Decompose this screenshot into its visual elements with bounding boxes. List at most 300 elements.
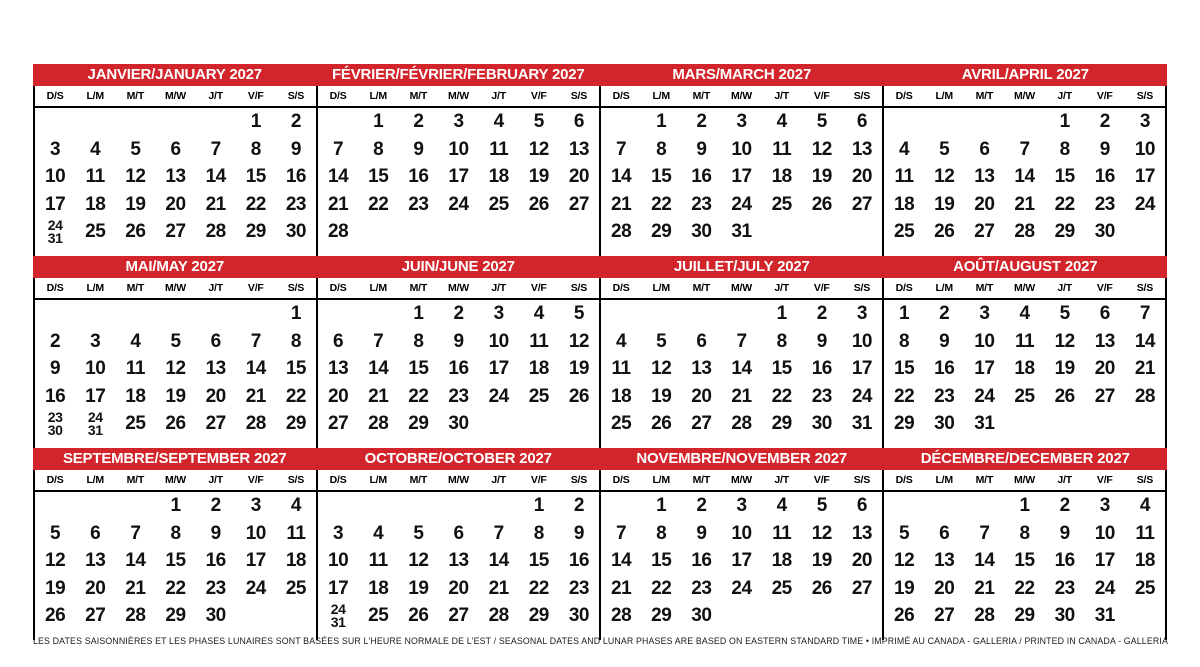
day-header-cell: J/T	[491, 474, 506, 486]
day-header-cell: D/S	[329, 90, 347, 102]
date-cell: 20	[974, 193, 995, 215]
date-cell: 15	[894, 358, 915, 379]
date-cell: 6	[333, 330, 344, 352]
date-cell: 1	[290, 303, 301, 324]
day-header-cell: S/S	[570, 474, 588, 486]
date-cell: 26	[651, 413, 672, 434]
day-header-cell: J/T	[208, 90, 223, 102]
week-row	[884, 602, 1165, 630]
date-cell: 22	[285, 385, 306, 407]
empty-cell	[398, 218, 438, 246]
date-cell: 29	[651, 605, 672, 626]
date-cell: 20	[1094, 358, 1115, 379]
date-cell: 7	[373, 330, 384, 352]
empty-cell	[842, 218, 882, 246]
date-cell: 21	[205, 193, 226, 215]
date-cell: 13	[448, 550, 469, 571]
week-row	[35, 383, 316, 411]
date-cell: 9	[453, 330, 464, 352]
date-cell: 3	[250, 495, 261, 516]
date-cell: 10	[731, 138, 752, 160]
date-cell: 11	[1014, 330, 1035, 352]
date-cell: 6	[573, 111, 584, 132]
week-row	[884, 218, 1165, 246]
day-header-cell: L/M	[652, 474, 670, 486]
date-cell: 12	[811, 138, 832, 160]
date-cell-line: 24	[330, 601, 346, 617]
empty-cell	[236, 300, 276, 328]
date-cell: 8	[533, 522, 544, 544]
date-cell: 4	[1139, 495, 1150, 516]
date-cell: 1	[373, 111, 384, 132]
date-cell: 9	[210, 522, 221, 544]
day-header-row	[35, 86, 316, 108]
date-cell: 5	[533, 111, 544, 132]
date-cell: 2	[696, 495, 707, 516]
date-cell: 5	[816, 495, 827, 516]
date-cell: 7	[333, 138, 344, 160]
week-row	[318, 383, 599, 411]
day-header-cell: M/W	[1014, 90, 1035, 102]
date-cell: 18	[1014, 358, 1035, 379]
date-cell: 20	[568, 166, 589, 187]
date-cell: 3	[979, 303, 990, 324]
empty-cell	[155, 108, 195, 136]
day-header-cell: S/S	[287, 90, 305, 102]
empty-cell	[358, 300, 398, 328]
month-title: AVRIL/APRIL 2027	[961, 66, 1089, 83]
date-cell: 16	[691, 166, 712, 187]
week-row	[318, 108, 599, 136]
date-cell: 17	[448, 166, 469, 187]
date-cell: 20	[448, 577, 469, 599]
date-cell: 11	[1135, 522, 1155, 544]
day-header-cell: V/F	[530, 282, 547, 294]
month-body	[33, 470, 318, 640]
empty-cell	[358, 492, 398, 520]
date-cell: 15	[651, 166, 672, 187]
day-header-cell: L/M	[369, 474, 387, 486]
date-cell: 25	[1134, 577, 1155, 599]
date-cell: 2	[1059, 495, 1070, 516]
date-cell: 16	[448, 358, 469, 379]
date-cell: 3	[1139, 111, 1150, 132]
date-cell: 31	[731, 221, 752, 242]
day-header-cell: L/M	[369, 90, 387, 102]
date-cell: 27	[691, 413, 712, 434]
day-header-cell: M/W	[731, 474, 752, 486]
date-cell: 22	[165, 577, 186, 599]
date-cell: 10	[328, 550, 349, 571]
date-cell: 6	[453, 522, 464, 544]
day-header-cell: D/S	[46, 474, 64, 486]
empty-cell	[196, 300, 236, 328]
week-row	[35, 520, 316, 548]
date-cell: 22	[1014, 577, 1035, 599]
date-cell: 16	[205, 550, 226, 571]
day-header-cell: L/M	[86, 282, 104, 294]
month-body	[601, 278, 884, 448]
date-cell: 12	[408, 550, 429, 571]
date-cell: 16	[1094, 166, 1115, 187]
date-cell: 21	[731, 385, 752, 407]
date-cell: 23	[448, 385, 469, 407]
date-cell: 5	[939, 138, 950, 160]
date-cell: 12	[1054, 330, 1075, 352]
day-header-cell: M/W	[165, 90, 186, 102]
date-cell: 8	[656, 138, 667, 160]
date-cell: 25	[85, 221, 106, 242]
week-row	[884, 520, 1165, 548]
month-title: FÉVRIER/FÉVRIER/FEBRUARY 2027	[331, 66, 585, 83]
empty-cell	[479, 410, 519, 438]
date-cell: 20	[851, 166, 872, 187]
date-cell: 14	[488, 550, 509, 571]
week-row	[318, 191, 599, 219]
date-cell: 12	[568, 330, 589, 352]
date-cell: 18	[368, 577, 389, 599]
week-row	[318, 328, 599, 356]
date-cell: 17	[1134, 166, 1155, 187]
date-cell: 7	[616, 138, 627, 160]
date-cell: 6	[170, 138, 181, 160]
day-header-row	[318, 470, 599, 492]
date-cell: 22	[651, 577, 672, 599]
date-cell: 10	[731, 522, 752, 544]
day-header-cell: V/F	[247, 474, 264, 486]
date-cell: 8	[170, 522, 181, 544]
empty-cell	[196, 108, 236, 136]
date-cell: 14	[974, 550, 995, 571]
day-header-cell: M/W	[448, 282, 469, 294]
month-title-bar	[33, 448, 1167, 470]
date-cell: 26	[934, 221, 955, 242]
date-cell: 2	[573, 495, 584, 516]
week-row	[601, 547, 882, 575]
date-cell: 24	[974, 385, 995, 407]
date-cell: 25	[125, 413, 146, 434]
date-cell: 10	[45, 166, 66, 187]
date-cell: 24	[448, 193, 469, 215]
date-cell: 2	[453, 303, 464, 324]
week-row	[884, 328, 1165, 356]
date-cell: 14	[328, 166, 349, 187]
date-cell: 28	[488, 605, 509, 626]
date-cell: 1	[533, 495, 544, 516]
date-cell: 20	[205, 385, 226, 407]
date-cell: 10	[245, 522, 266, 544]
empty-cell	[762, 218, 802, 246]
date-cell: 11	[286, 522, 306, 544]
date-cell: 16	[285, 166, 306, 187]
date-cell	[35, 218, 75, 246]
date-cell: 29	[408, 413, 429, 434]
date-cell: 28	[611, 221, 632, 242]
date-cell: 20	[165, 193, 186, 215]
week-row	[318, 410, 599, 438]
date-cell: 4	[1019, 303, 1030, 324]
date-cell: 26	[528, 193, 549, 215]
day-header-cell: S/S	[853, 90, 871, 102]
empty-cell	[1004, 410, 1044, 438]
date-cell-line: 23	[47, 409, 63, 425]
week-row	[601, 191, 882, 219]
date-cell: 26	[165, 413, 186, 434]
empty-cell	[1045, 410, 1085, 438]
date-cell: 12	[165, 358, 186, 379]
empty-cell	[842, 602, 882, 630]
date-cell-line: 31	[330, 614, 346, 630]
date-cell: 17	[1094, 550, 1115, 571]
date-cell: 3	[50, 138, 61, 160]
date-cell: 29	[528, 605, 549, 626]
day-header-cell: M/W	[1014, 474, 1035, 486]
date-cell: 22	[1054, 193, 1075, 215]
date-cell: 21	[1134, 358, 1155, 379]
week-row	[884, 547, 1165, 575]
empty-cell	[75, 300, 115, 328]
week-row	[601, 602, 882, 630]
day-header-cell: L/M	[935, 474, 953, 486]
date-cell: 12	[894, 550, 915, 571]
date-cell: 19	[811, 166, 832, 187]
date-cell: 25	[528, 385, 549, 407]
month-body	[884, 470, 1167, 640]
empty-cell	[924, 108, 964, 136]
date-cell: 25	[771, 193, 792, 215]
month-body	[318, 278, 601, 448]
date-cell: 17	[488, 358, 509, 379]
date-cell: 5	[130, 138, 141, 160]
date-cell-line: 31	[47, 230, 63, 246]
date-cell: 27	[851, 193, 872, 215]
day-header-cell: D/S	[46, 90, 64, 102]
date-cell: 23	[1094, 193, 1115, 215]
week-row	[884, 355, 1165, 383]
day-header-cell: D/S	[612, 474, 630, 486]
date-cell: 22	[651, 193, 672, 215]
empty-cell	[358, 218, 398, 246]
date-cell: 3	[90, 330, 101, 352]
month-body	[318, 86, 601, 256]
date-cell: 9	[1059, 522, 1070, 544]
week-row	[318, 575, 599, 603]
date-cell: 24	[488, 385, 509, 407]
day-header-row	[35, 278, 316, 300]
date-cell: 25	[488, 193, 509, 215]
empty-cell	[479, 218, 519, 246]
date-cell: 7	[1139, 303, 1150, 324]
day-header-row	[884, 86, 1165, 108]
day-header-cell: L/M	[86, 474, 104, 486]
date-cell: 12	[651, 358, 672, 379]
month-body	[601, 86, 884, 256]
date-cell: 30	[691, 605, 712, 626]
date-cell: 4	[533, 303, 544, 324]
date-cell: 2	[696, 111, 707, 132]
day-header-cell: S/S	[853, 474, 871, 486]
date-cell: 9	[1099, 138, 1110, 160]
date-cell: 22	[368, 193, 389, 215]
date-cell: 11	[368, 550, 388, 571]
date-cell: 8	[656, 522, 667, 544]
month-title: JANVIER/JANUARY 2027	[87, 66, 262, 83]
day-header-cell: D/S	[895, 474, 913, 486]
date-cell: 1	[1059, 111, 1070, 132]
date-cell-line: 24	[87, 409, 103, 425]
week-row	[601, 300, 882, 328]
week-row	[35, 602, 316, 630]
day-header-row	[318, 278, 599, 300]
week-row	[601, 492, 882, 520]
empty-cell	[35, 108, 75, 136]
date-cell: 19	[651, 385, 672, 407]
date-cell: 23	[568, 577, 589, 599]
day-header-cell: S/S	[570, 282, 588, 294]
date-cell: 19	[528, 166, 549, 187]
date-cell: 15	[528, 550, 549, 571]
date-cell: 18	[771, 166, 792, 187]
date-cell: 20	[691, 385, 712, 407]
day-header-cell: M/T	[409, 474, 428, 486]
date-cell: 24	[851, 385, 872, 407]
date-cell-line: 31	[87, 422, 103, 438]
date-cell: 6	[856, 111, 867, 132]
date-cell: 28	[245, 413, 266, 434]
date-cell: 23	[811, 385, 832, 407]
date-cell: 13	[851, 138, 872, 160]
date-cell: 3	[1099, 495, 1110, 516]
date-cell: 30	[448, 413, 469, 434]
week-row	[35, 300, 316, 328]
date-cell: 9	[50, 358, 61, 379]
date-cell: 23	[691, 577, 712, 599]
month-body	[33, 278, 318, 448]
date-cell: 28	[1134, 385, 1155, 407]
week-row	[601, 108, 882, 136]
week-row	[35, 218, 316, 246]
date-cell: 15	[408, 358, 429, 379]
week-row	[35, 492, 316, 520]
date-cell: 12	[45, 550, 66, 571]
day-header-cell: M/W	[731, 90, 752, 102]
date-cell: 6	[696, 330, 707, 352]
day-header-cell: D/S	[329, 282, 347, 294]
date-cell: 20	[85, 577, 106, 599]
week-row	[318, 355, 599, 383]
day-header-cell: D/S	[895, 282, 913, 294]
date-cell: 31	[974, 413, 995, 434]
day-header-row	[35, 470, 316, 492]
date-cell: 24	[731, 577, 752, 599]
date-cell: 16	[811, 358, 832, 379]
week-row	[601, 520, 882, 548]
day-header-cell: S/S	[287, 282, 305, 294]
day-header-cell: M/T	[975, 474, 994, 486]
date-cell: 30	[811, 413, 832, 434]
date-cell: 1	[1019, 495, 1030, 516]
date-cell: 14	[611, 550, 632, 571]
empty-cell	[35, 300, 75, 328]
day-header-cell: V/F	[247, 282, 264, 294]
month-title-bar	[33, 64, 1167, 86]
empty-cell	[318, 300, 358, 328]
week-row	[35, 108, 316, 136]
month-bodies	[33, 278, 1167, 448]
day-header-cell: D/S	[329, 474, 347, 486]
day-header-cell: L/M	[935, 282, 953, 294]
date-cell: 30	[934, 413, 955, 434]
date-cell: 4	[899, 138, 910, 160]
empty-cell	[559, 410, 599, 438]
date-cell: 18	[125, 385, 146, 407]
date-cell: 4	[616, 330, 627, 352]
empty-cell	[115, 108, 155, 136]
empty-cell	[1085, 410, 1125, 438]
date-cell: 30	[1094, 221, 1115, 242]
day-header-cell: M/T	[692, 90, 711, 102]
day-header-cell: J/T	[774, 474, 789, 486]
empty-cell	[398, 492, 438, 520]
date-cell: 29	[245, 221, 266, 242]
week-row	[318, 602, 599, 630]
date-cell: 23	[285, 193, 306, 215]
empty-cell	[115, 492, 155, 520]
date-cell: 9	[573, 522, 584, 544]
month-bodies	[33, 470, 1167, 640]
empty-cell	[884, 108, 924, 136]
date-cell: 19	[165, 385, 186, 407]
week-row	[35, 355, 316, 383]
date-cell: 5	[899, 522, 910, 544]
day-header-cell: V/F	[1096, 90, 1113, 102]
empty-cell	[35, 492, 75, 520]
date-cell: 10	[488, 330, 509, 352]
date-cell: 5	[573, 303, 584, 324]
week-row	[601, 383, 882, 411]
date-cell: 16	[45, 385, 66, 407]
date-cell: 22	[894, 385, 915, 407]
week-row	[318, 547, 599, 575]
empty-cell	[75, 108, 115, 136]
date-cell: 8	[899, 330, 910, 352]
day-header-cell: D/S	[46, 282, 64, 294]
empty-cell	[802, 602, 842, 630]
date-cell: 12	[811, 522, 832, 544]
date-cell: 28	[731, 413, 752, 434]
date-cell: 8	[776, 330, 787, 352]
date-cell: 23	[205, 577, 226, 599]
month-title: OCTOBRE/OCTOBER 2027	[364, 450, 552, 467]
week-row	[318, 520, 599, 548]
day-header-cell: V/F	[530, 474, 547, 486]
date-cell: 14	[611, 166, 632, 187]
date-cell: 31	[1094, 605, 1115, 626]
day-header-cell: J/T	[1057, 474, 1072, 486]
date-cell: 19	[125, 193, 146, 215]
day-header-cell: J/T	[491, 90, 506, 102]
date-cell: 10	[1094, 522, 1115, 544]
date-cell: 1	[250, 111, 261, 132]
date-cell: 7	[493, 522, 504, 544]
month-body	[33, 86, 318, 256]
date-cell: 22	[408, 385, 429, 407]
month-title: MAI/MAY 2027	[125, 258, 224, 275]
date-cell: 20	[851, 550, 872, 571]
date-cell: 27	[568, 193, 589, 215]
date-cell: 21	[368, 385, 389, 407]
day-header-cell: S/S	[853, 282, 871, 294]
